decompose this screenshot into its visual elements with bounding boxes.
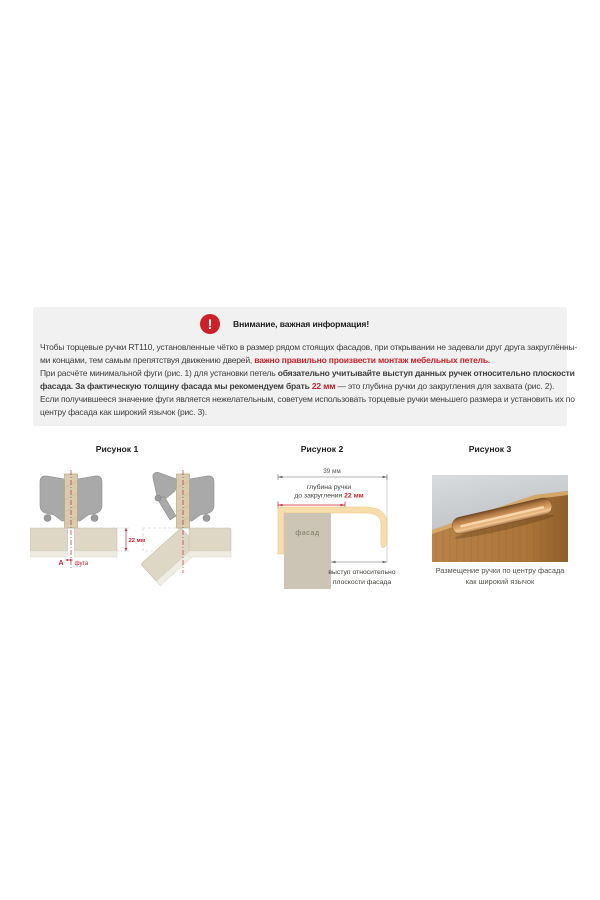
exclamation-circle-icon: !: [200, 314, 220, 334]
protrusion-label-line1: выступ относительно: [328, 569, 396, 576]
depth-label-line2: [294, 493, 363, 500]
door-panel-right: [75, 528, 118, 551]
figure3-photo: [432, 470, 568, 565]
paragraph-line: [40, 354, 567, 367]
text-segment-red-bold: 22 мм: [311, 381, 336, 392]
thickness-dimension-label: 22 мм: [128, 538, 146, 544]
figure1-hinge-diagram: [30, 458, 255, 590]
protrusion-label-line2: плоскости фасада: [332, 579, 392, 586]
paragraph-line: [40, 393, 575, 406]
hinge-open-drawing: [141, 470, 231, 586]
body-paragraph: [40, 341, 578, 420]
figure3-title: Рисунок 3: [468, 444, 512, 454]
text-segment: При расчёте минимальной фуги (рис. 1) для установки петель: [40, 368, 278, 379]
depth-label-line1: глубина ручки: [306, 484, 352, 491]
paragraph-line: [40, 341, 578, 354]
paragraph-line: [40, 380, 567, 393]
text-segment-red-bold: важно правильно произвести монтаж мебельных петель.: [254, 355, 491, 366]
door-panel-left: [30, 528, 68, 551]
text-segment-bold: обязательно учитывайте выступ данных ручек относительно плоскости: [277, 368, 575, 379]
depth-label-text: до закругления: [294, 492, 345, 500]
hinge-closed-drawing: [30, 470, 145, 568]
figure3-caption-line1: Размещение ручки по центру фасада: [435, 566, 565, 575]
gap-fuga-label: фуга: [74, 560, 89, 567]
warning-header: [200, 314, 369, 334]
facade-panel: [284, 513, 331, 589]
figure3-caption: [428, 566, 572, 587]
paragraph-line: [40, 367, 575, 380]
figure3-caption-line2: как широкий язычок: [465, 576, 535, 586]
width-dimension-label: 39 мм: [323, 468, 341, 475]
text-segment: — это глубина ручки до закругления для захвата (рис. 2).: [335, 381, 555, 392]
paragraph-line: [40, 406, 567, 419]
text-segment: центру фасада как широкий язычок (рис. 3).: [40, 407, 207, 418]
figure1-title: Рисунок 1: [95, 444, 139, 454]
text-segment: Чтобы торцевые ручки RT110, установленные чётко в размер рядом стоящих фасадов, при открывании не задевали друг друга закруглённы-: [40, 342, 578, 352]
text-segment: ми концами, тем самым препятствуя движению дверей,: [40, 355, 255, 366]
warning-title: Внимание, важная информация!: [233, 319, 370, 329]
figure2-profile-diagram: [265, 458, 405, 594]
gap-letter-label: A: [58, 560, 64, 567]
depth-label-value: 22 мм: [344, 492, 364, 500]
figure2-title: Рисунок 2: [300, 444, 344, 454]
facade-label: фасад: [295, 528, 320, 537]
text-segment: Если получившееся значение фуги является нежелательным, советуем использовать торцевые ручки меньшего размера и установить их по: [40, 394, 575, 405]
text-segment-bold: фасада. За фактическую толщину фасада мы рекомендуем брать: [40, 381, 312, 392]
door-panel-right: [189, 528, 231, 551]
